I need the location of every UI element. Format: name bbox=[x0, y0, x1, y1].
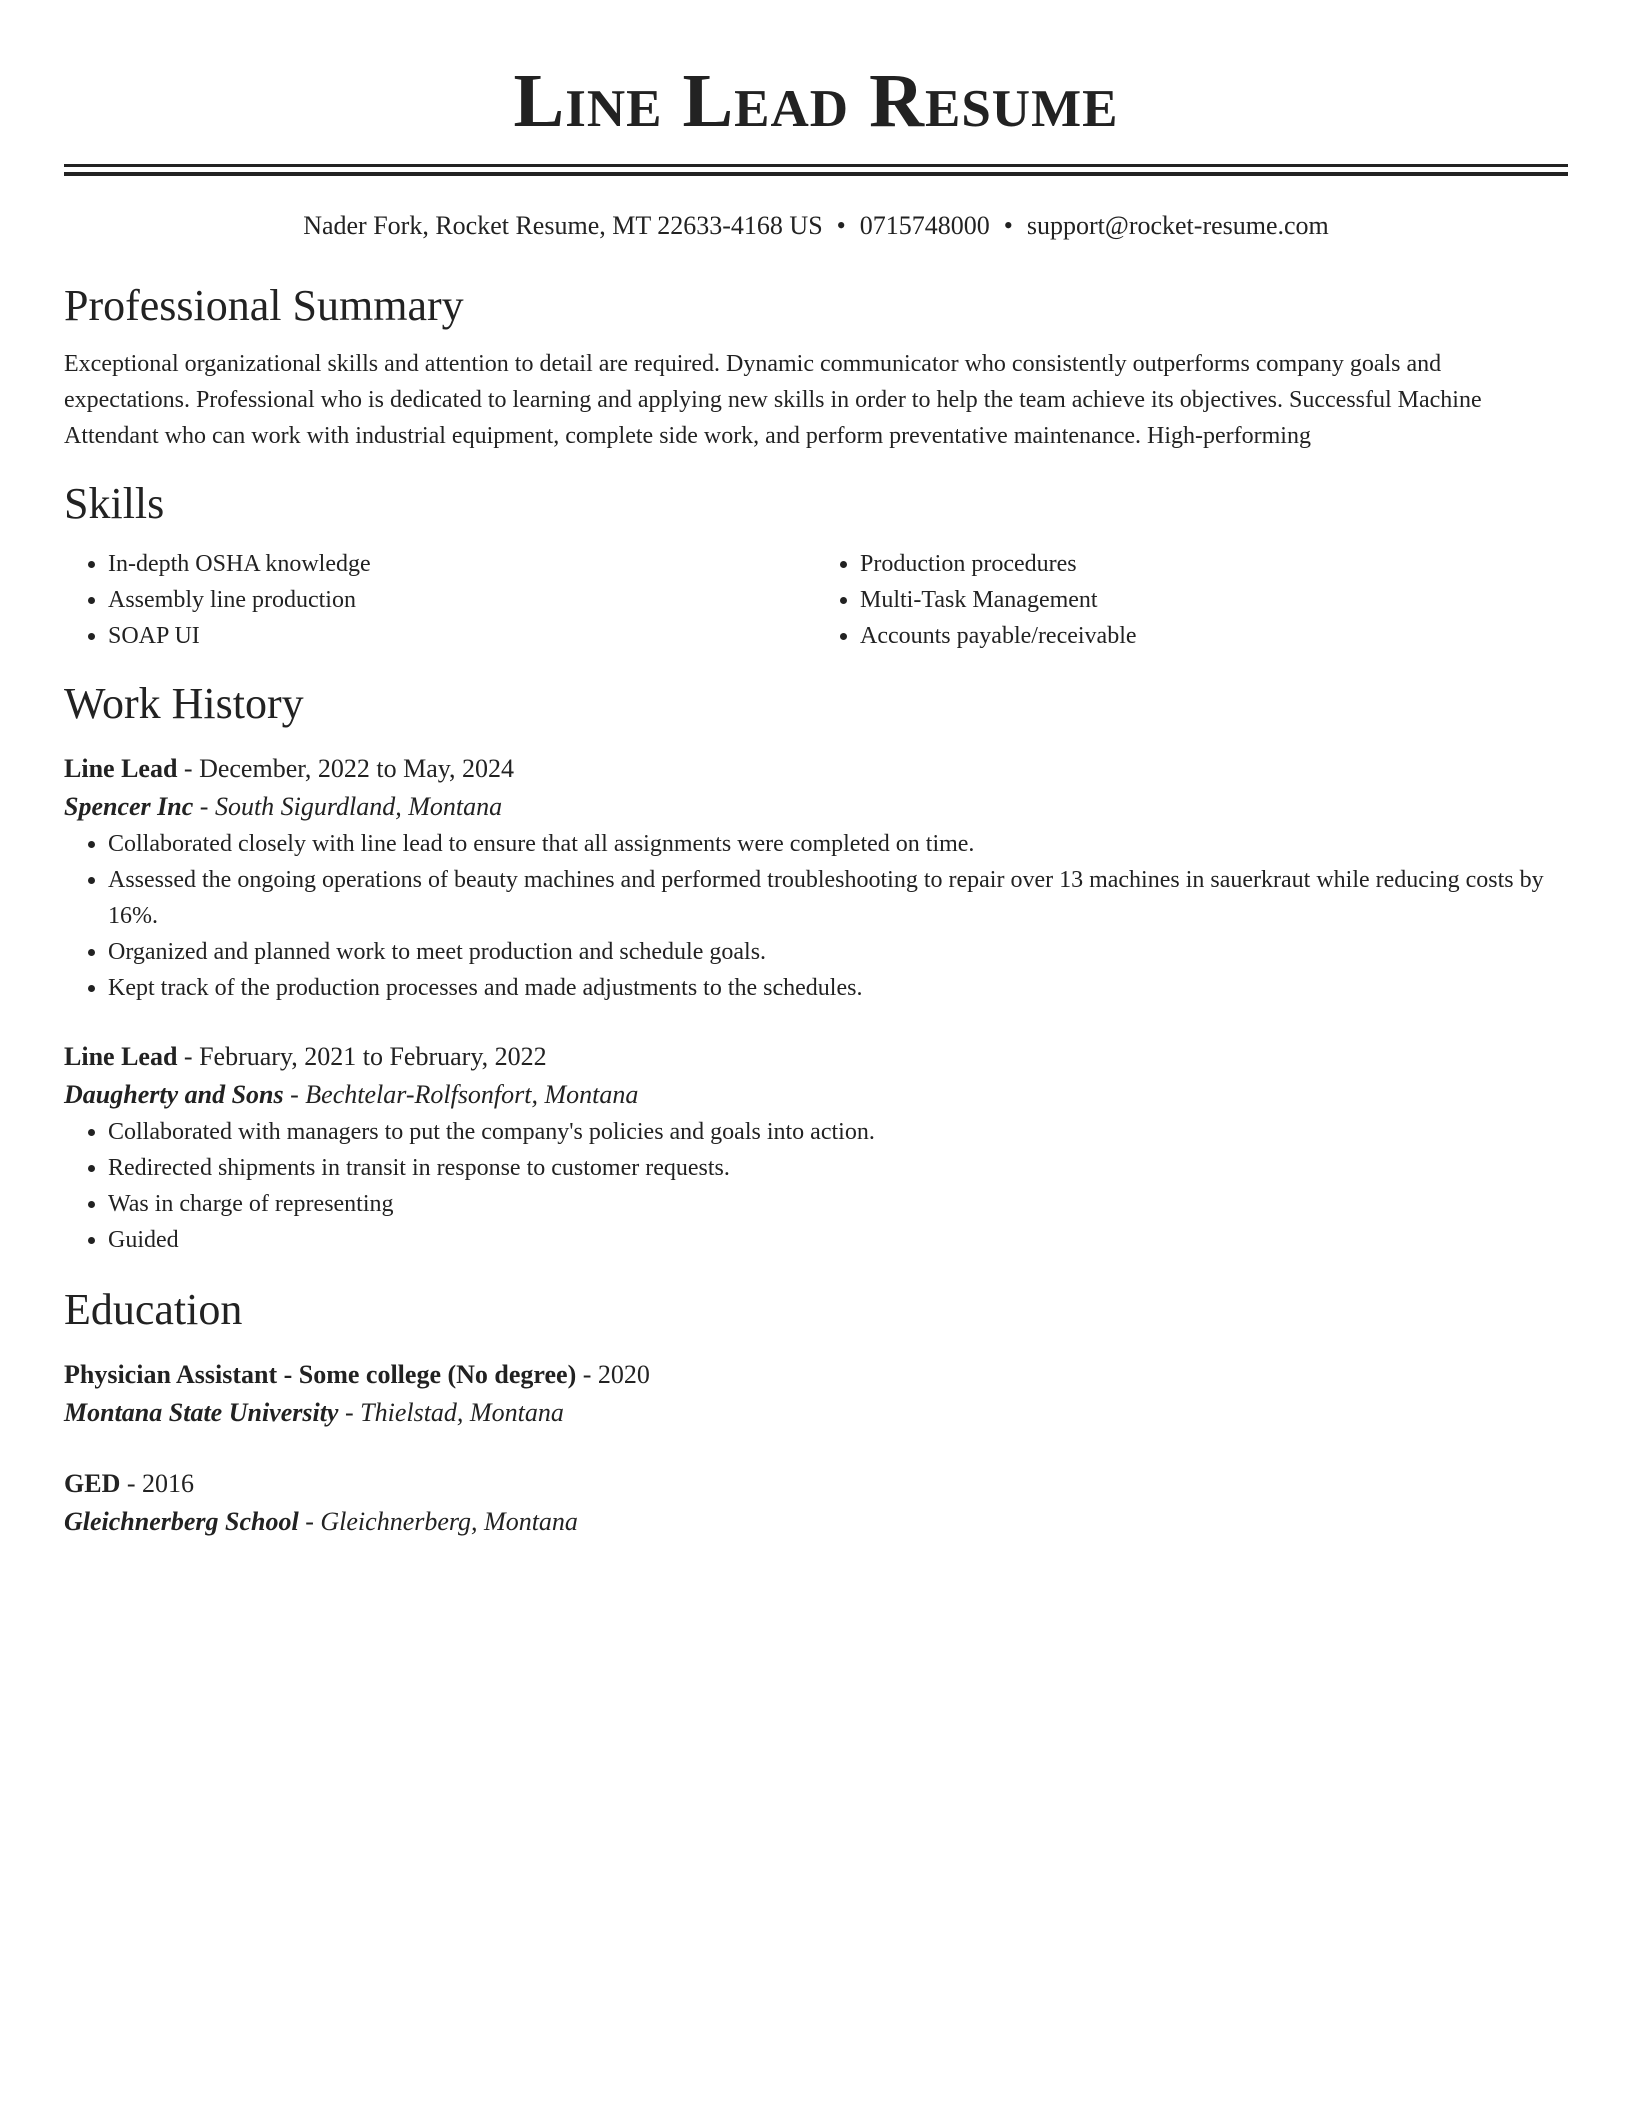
education-entry bbox=[64, 1356, 1568, 1432]
job-duties bbox=[64, 826, 1568, 1006]
education-heading: Education bbox=[64, 1285, 243, 1334]
job-location: - Bechtelar-Rolfsonfort, Montana bbox=[283, 1080, 639, 1109]
job-duty: • Organized and planned work to meet production and schedule goals. bbox=[108, 934, 1568, 970]
job-duties bbox=[64, 1114, 1568, 1258]
skill-item: • SOAP UI bbox=[108, 618, 816, 654]
skills-heading: Skills bbox=[64, 479, 165, 528]
job-entry bbox=[64, 1038, 1568, 1258]
skill-item: • Accounts payable/receivable bbox=[860, 618, 1568, 654]
job-duty: • Guided bbox=[108, 1222, 1568, 1258]
job-dates: - December, 2022 to May, 2024 bbox=[177, 754, 515, 783]
job-company: Spencer Inc bbox=[64, 792, 194, 821]
page-title: Line Lead Resume bbox=[513, 59, 1119, 143]
education-location: - Thielstad, Montana bbox=[338, 1398, 564, 1427]
education-school-line bbox=[64, 1503, 1568, 1541]
skill-item: • Assembly line production bbox=[108, 582, 816, 618]
job-dates: - February, 2021 to February, 2022 bbox=[177, 1042, 547, 1071]
job-company-line bbox=[64, 1076, 1568, 1114]
education-school-line bbox=[64, 1394, 1568, 1432]
job-duty: • Assessed the ongoing operations of beauty machines and performed troubleshooting to repair over 13 machines in sauerkraut while reducing costs by 16%. bbox=[108, 862, 1568, 934]
summary-heading: Professional Summary bbox=[64, 281, 464, 330]
skill-item: • Production procedures bbox=[860, 546, 1568, 582]
education-location: - Gleichnerberg, Montana bbox=[298, 1507, 578, 1536]
job-title-line bbox=[64, 750, 1568, 788]
contact-line bbox=[64, 210, 1568, 242]
skills-list bbox=[64, 546, 1568, 654]
education-degree: Physician Assistant - Some college (No degree) bbox=[64, 1360, 577, 1389]
job-duty: • Collaborated with managers to put the company's policies and goals into action. bbox=[108, 1114, 1568, 1150]
education-degree: GED bbox=[64, 1469, 121, 1498]
contact-separator: • bbox=[836, 211, 846, 240]
job-duty: • Collaborated closely with line lead to ensure that all assignments were completed on time. bbox=[108, 826, 1568, 862]
job-title: Line Lead bbox=[64, 1042, 178, 1071]
education-school: Montana State University bbox=[64, 1398, 339, 1427]
education-degree-line bbox=[64, 1465, 1568, 1503]
job-title-line bbox=[64, 1038, 1568, 1076]
job-duty: • Was in charge of representing bbox=[108, 1186, 1568, 1222]
skills-column-right bbox=[816, 546, 1568, 654]
job-entry bbox=[64, 750, 1568, 1006]
work-history-heading: Work History bbox=[64, 679, 304, 728]
summary-text: Exceptional organizational skills and attention to detail are required. Dynamic communicator who consistently outperforms company goals and expectations. Professional who is dedicated to learning and applying new skills in order to help the team achieve its objectives. Successful Machine Attendant who can work with industrial equipment, complete side work, and perform preventative maintenance. High-performing bbox=[64, 351, 1482, 449]
job-duty: • Redirected shipments in transit in response to customer requests. bbox=[108, 1150, 1568, 1186]
job-title: Line Lead bbox=[64, 754, 178, 783]
education-entry bbox=[64, 1465, 1568, 1541]
contact-address: Nader Fork, Rocket Resume, MT 22633-4168 US bbox=[303, 211, 823, 240]
skill-item: • In-depth OSHA knowledge bbox=[108, 546, 816, 582]
job-company-line bbox=[64, 788, 1568, 826]
education-year: - 2020 bbox=[576, 1360, 650, 1389]
job-duty: • Kept track of the production processes and made adjustments to the schedules. bbox=[108, 970, 1568, 1006]
job-location: - South Sigurdland, Montana bbox=[193, 792, 503, 821]
contact-separator: • bbox=[1003, 211, 1013, 240]
contact-phone: 0715748000 bbox=[859, 211, 990, 240]
title-divider bbox=[64, 164, 1568, 176]
education-school: Gleichnerberg School bbox=[64, 1507, 299, 1536]
contact-email: support@rocket-resume.com bbox=[1026, 211, 1329, 240]
skills-column-left bbox=[64, 546, 816, 654]
job-company: Daugherty and Sons bbox=[64, 1080, 284, 1109]
skill-item: • Multi-Task Management bbox=[860, 582, 1568, 618]
education-degree-line bbox=[64, 1356, 1568, 1394]
education-year: - 2016 bbox=[120, 1469, 195, 1498]
